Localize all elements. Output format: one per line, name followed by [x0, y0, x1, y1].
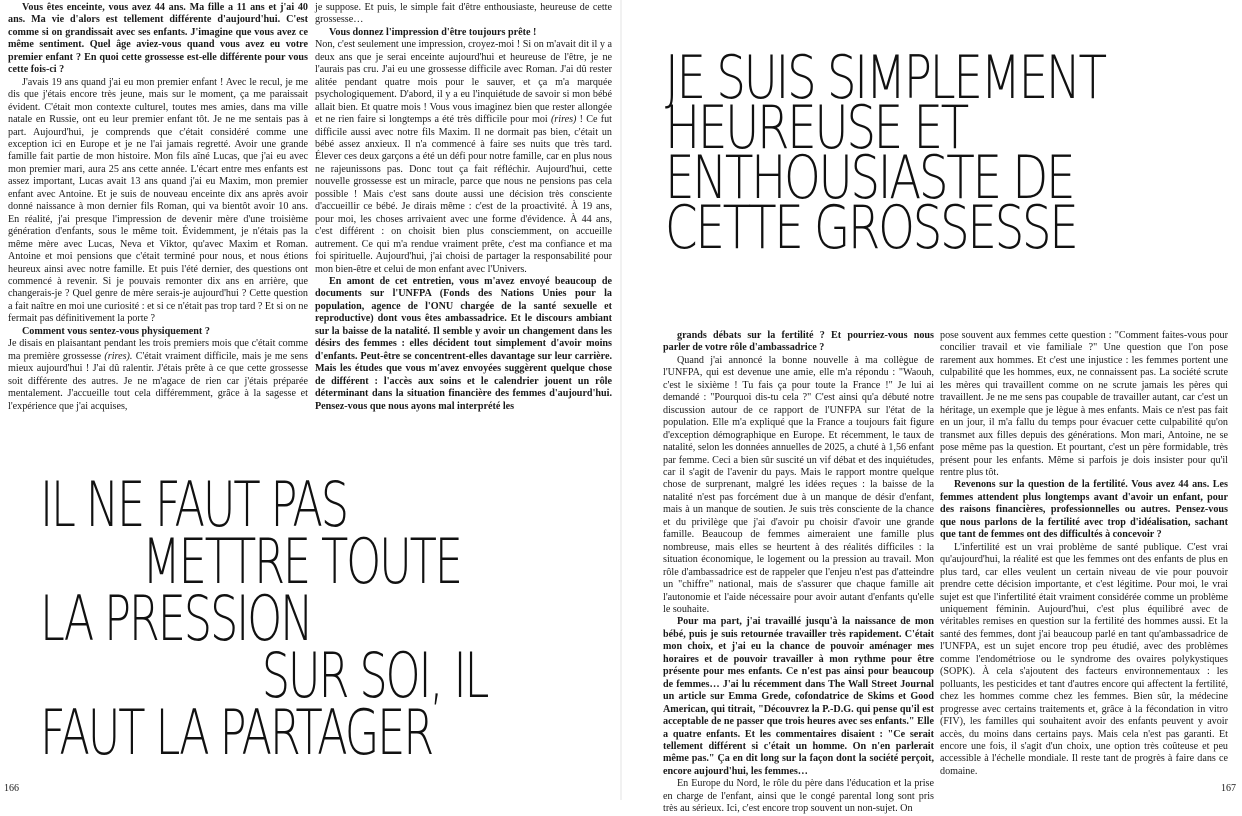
- paragraph-text: Quand j'ai annoncé la bonne nouvelle à ma collègue de l'UNFPA, qui est devenue une amie, elle m'a répondu : "Waouh, c'est le sixième ! Tu fais ça pour toute la France !" Je lui ai demandé : "Pourquoi dis-tu cela ?" C'est ainsi qu'a débuté notre discussion autour de ce rapport de l'UNFPA sur l'état de la population. Elle m'a expliqué que la France a toujours fait figure d'exception démographique en Europe. Et récemment, le taux de natalité, selon les données annuelles de 2025, a chuté à 1,56 enfant par femme. Ceci a bien sûr suscité un vif débat et des inquiétudes, car il s'agit de l'avenir du pays. Mais le rapport montre quelque chose de surprenant, malgré les idées reçues : la baisse de la natalité n'est pas forcément due à un manque de désir d'enfant, mais à un manque de soutien. Je suis très consciente de la chance et du privilège que j'ai d'avoir pu choisir d'avoir une grande famille. Beaucoup de femmes aimeraient une famille plus nombreuse, mais elles se heurtent à des réalités difficiles : la situation économique, le logement ou la pression au travail. Mon rôle d'ambassadrice est de rappeler que l'enjeu n'est pas d'atteindre un "chiffre" national, mais de s'assurer que chaque famille ait l'autonomie et l'aide nécessaire pour avoir autant d'enfants qu'elle le souhaite.: [663, 354, 934, 615]
- interview-question: [8, 2, 308, 77]
- paragraph-text: C'était vraiment difficile, mais je me sens mieux aujourd'hui ! J'ai dû ralentir. J'étais prête à ce que cette grossesse soit différente des autres. Je ne m'agace de rien car j'étais préparée mentalement. J'accueille tout cela différemment, grâce à la sagesse et l'expérience que j'ai acquises,: [8, 350, 308, 412]
- italic-aside: (rires).: [104, 350, 133, 362]
- pull-quote-line: IL NE FAUT PAS: [40, 468, 347, 541]
- paragraph-text: pose souvent aux femmes cette question : "Comment faites-vous pour concilier travail et vie familiale ?" Une question que l'on pose rarement aux hommes. Et c'est une injustice : les femmes portent une culpabilité que les hommes, eux, ne connaissent pas. La société scrute les mères qui travaillent comme on ne scrute jamais les pères qui travaillent. Je ne me sens pas coupable de travailler autant, car c'est un héritage, un exemple que je lègue à mes enfants. Mais ce n'est pas fait en un jour, il m'a fallu du temps pour évacuer cette culpabilité qu'on transmet aux filles depuis des générations. Mon mari, Antoine, ne se pose même pas la question. Et pourtant, c'est un père formidable, très présent pour les enfants. Même si parfois je dois insister pour qu'il rentre plus tôt.: [940, 330, 1228, 478]
- paragraph-text: L'infertilité est un vrai problème de santé publique. C'est vrai qu'aujourd'hui, la réalité est que les femmes ont des enfants de plus en plus tard, car elles veulent un certain niveau de vie pour pouvoir prendre cette décision importante, et c'est légitime. Pour moi, le vrai sujet est que l'infertilité était vraiment considérée comme un problème uniquement féminin. Aujourd'hui, c'est plus équilibré avec de véritables remises en question sur la fertilité des hommes aussi. Et la santé des femmes, dont j'ai beaucoup parlé en tant qu'ambassadrice de l'UNFPA, est un sujet encore trop peu étudié, avec des problèmes comme l'endométriose ou le syndrome des ovaires polykystiques (SOPK). À cela s'ajoutent des facteurs environnementaux : les polluants, les pesticides et tant d'autres encore qui affectent la fertilité, chez les hommes comme chez les femmes. Bien sûr, la médecine progresse avec certains traitements et, grâce à la fécondation in vitro (FIV), les familles qui souhaitent avoir des enfants peuvent y avoir accès, du moins dans certains pays. Mais cela n'est pas garanti. Et encore une fois, il s'agit d'un choix, une option très coûteuse et peu accessible à l'échelle mondiale. Il reste tant de progrès à faire dans ce domaine.: [940, 541, 1228, 777]
- pull-quote-line: FAUT LA PARTAGER: [40, 696, 433, 769]
- paragraph-text: Comment vous sentez-vous physiquement ?: [22, 325, 210, 337]
- pull-quote-line: JE SUIS SIMPLEMENT: [665, 43, 1105, 113]
- pull-quote-line: ENTHOUSIASTE DE: [665, 143, 1074, 213]
- interview-answer: [940, 542, 1228, 779]
- interview-answer: [8, 77, 308, 326]
- paragraph-text: En amont de cet entretien, vous m'avez envoyé beaucoup de documents sur l'UNFPA (Fonds des Nations Unies pour la population, agence de l'ONU chargée de la santé sexuelle et reproductive) dont vous êtes ambassadrice. Et le discours ambiant sur la baisse de la natalité. Il semble y avoir un changement dans les désirs des femmes : elles décident tout simplement d'avoir moins d'enfants. Peut-être se concentrent-elles davantage sur leur carrière. Mais les études que vous m'avez envoyées suggèrent quelque chose de différent : l'accès aux soins et le calendrier jouent un rôle déterminant dans la situation financière des femmes d'aujourd'hui. Pensez-vous que nous ayons mal interprété les: [315, 275, 612, 412]
- paragraph-text: En Europe du Nord, le rôle du père dans l'éducation et la prise en charge de l'enfant, ainsi que le congé parental long sont pris très au sérieux. Ici, c'est encore trop souvent un non-sujet. On: [663, 778, 934, 815]
- interview-answer: [315, 2, 612, 27]
- pull-quote-line: METTRE TOUTE: [142, 525, 461, 598]
- left-page-column-2: [315, 2, 612, 412]
- page-gutter: [620, 0, 622, 800]
- paragraph-text: Vous êtes enceinte, vous avez 44 ans. Ma fille a 11 ans et j'ai 40 ans. Ma vie d'alors est tellement différente d'aujourd'hui. C'est comme si on grandissait avec ses enfants. J'imagine que vous avez ce même sentiment. Quel âge aviez-vous quand vous avez eu votre premier enfant ? En quoi cette grossesse est-elle différente pour vous cette fois-ci ?: [8, 2, 308, 76]
- paragraph-text: Je disais en plaisantant pendant les trois premiers mois que c'était comme ma première grossesse: [8, 338, 308, 362]
- left-page-column-1: [8, 2, 308, 444]
- paragraph-text: je suppose. Et puis, le simple fait d'être enthousiaste, heureuse de cette grossesse…: [315, 2, 612, 26]
- interview-question: [940, 479, 1228, 541]
- paragraph-text: Revenons sur la question de la fertilité. Vous avez 44 ans. Les femmes attendent plus longtemps avant d'avoir un enfant, pour des raisons financières, professionnelles ou autres. Pensez-vous que nous parlons de la fertilité avec trop d'idéalisation, sachant que tant de femmes ont des difficultés à concevoir ?: [940, 479, 1228, 541]
- page-number-right: 167: [1221, 783, 1236, 794]
- interview-question: [663, 616, 934, 778]
- page-number-left: 166: [4, 783, 19, 794]
- interview-answer: [663, 778, 934, 815]
- pull-quote-line: CETTE GROSSESSE: [665, 193, 1077, 263]
- interview-answer: [8, 338, 308, 413]
- pull-quote-line: SUR SOI, IL: [261, 639, 488, 712]
- paragraph-text: grands débats sur la fertilité ? Et pourriez-vous nous parler de votre rôle d'ambassadrice ?: [663, 330, 934, 354]
- pull-quote-line: HEUREUSE ET: [665, 93, 967, 163]
- interview-question: [8, 326, 308, 338]
- interview-answer: [940, 330, 1228, 479]
- interview-question: [663, 330, 934, 355]
- interview-question: [315, 27, 612, 39]
- paragraph-text: Vous donnez l'impression d'être toujours prête !: [329, 26, 537, 38]
- paragraph-text: J'avais 19 ans quand j'ai eu mon premier enfant ! Avec le recul, je me dis que j'étais encore très jeune, mais sur le moment, ça me paraissait évident. C'était mon contexte culturel, toutes mes amies, dans ma ville natale en Russie, ont eu leur premier enfant tôt. Je ne me sentais pas à part. Aujourd'hui, je comprends que c'était considéré comme une exception ici en Europe et je ne l'ai jamais regretté. Avoir une grande famille fait partie de mon histoire. Mon fils aîné Lucas, que j'ai eu avec mon premier mari, aura 25 ans cette année. L'écart entre mes enfants est assez important, Lucas avait 13 ans quand j'ai eu Maxim, mon premier enfant avec Antoine. Et je suis de nouveau enceinte dix ans après avoir donné naissance à mon dernier fils Roman, qui va bientôt avoir 10 ans. En réalité, j'ai presque l'impression de devenir mère d'une troisième génération d'enfants, sous le même toit. Évidemment, je n'étais pas la même mère avec Lucas, Neva et Viktor, qu'avec Maxim et Roman. Antoine et moi pensions que c'était terminé pour nous, et nous étions heureux ainsi avec notre famille. Et puis l'été dernier, des questions ont commencé à revenir. Si je pouvais remonter dix ans en arrière, que changerais-je ? Quel genre de mère serais-je aujourd'hui ? Cette question a fait naître en moi une curiosité : et si ce n'était pas trop tard ? Et si on ne fermait pas définitivement la porte ?: [8, 76, 308, 325]
- paragraph-text: ! Ce fut difficile aussi avec notre fils Maxim. Il ne dormait pas bien, c'était un bébé assez anxieux. Il n'a commencé à faire ses nuits que très tard. Élever ces deux garçons a été un défi pour notre famille, car en plus nous ne rajeunissons pas. Donc tout ça fait réfléchir. Aujourd'hui, cette nouvelle grossesse est un miracle, parce que nous ne pensions pas cela possible ! Mais c'est sans doute aussi une décision très consciente d'accueillir ce bébé. Je dirais même : c'est de la proactivité. À 19 ans, pour moi, les choses arrivaient avec une forme d'évidence. À 44 ans, c'est différent : on choisit bien plus consciemment, on accueille autrement. Ce qui m'a rendue vraiment prête, c'est ma confiance et ma foi spirituelle. Aujourd'hui, j'ai choisi de partager la responsabilité pour mon bien-être et celui de mon enfant avec l'Univers.: [315, 114, 612, 275]
- interview-answer: [663, 355, 934, 617]
- interview-question: [315, 276, 612, 413]
- right-page-column-1: [663, 330, 934, 815]
- pull-quote-line: LA PRESSION: [40, 582, 312, 655]
- paragraph-text: Non, c'est seulement une impression, croyez-moi ! Si on m'avait dit il y a deux ans que je serai enceinte aujourd'hui et heureuse de l'être, je ne l'aurais pas cru. J'ai eu une grossesse difficile avec Roman. J'ai dû rester alitée pendant quatre mois pour le sauver, et ça m'a marquée psychologiquement. D'abord, il y a eu l'inquiétude de savoir si mon bébé allait bien. Et quatre mois ! Vous vous imaginez bien que rester allongée et ne rien faire si longtemps a été très difficile pour moi: [315, 39, 612, 126]
- italic-aside: (rires): [550, 114, 577, 126]
- interview-answer: [315, 39, 612, 276]
- paragraph-text: Pour ma part, j'ai travaillé jusqu'à la naissance de mon bébé, puis je suis retournée travailler très rapidement. C'était mon choix, et j'ai eu la chance de pouvoir aménager mes horaires et de pouvoir travailler à mon rythme pour être présente pour mes enfants. Ce n'est pas ainsi pour beaucoup de femmes… J'ai lu récemment dans The Wall Street Journal un article sur Emma Grede, cofondatrice de Skims et Good American, qui titrait, "Découvrez la P.-D.G. qui pense qu'il est acceptable de ne passer que trois heures avec ses enfants." Elle a quatre enfants. Et les commentaires disaient : "Ce serait tellement différent si c'était un homme. On n'en parlerait même pas." Ça en dit long sur la façon dont la société perçoit, encore aujourd'hui, les femmes…: [663, 616, 934, 777]
- right-page-column-2: [940, 330, 1228, 780]
